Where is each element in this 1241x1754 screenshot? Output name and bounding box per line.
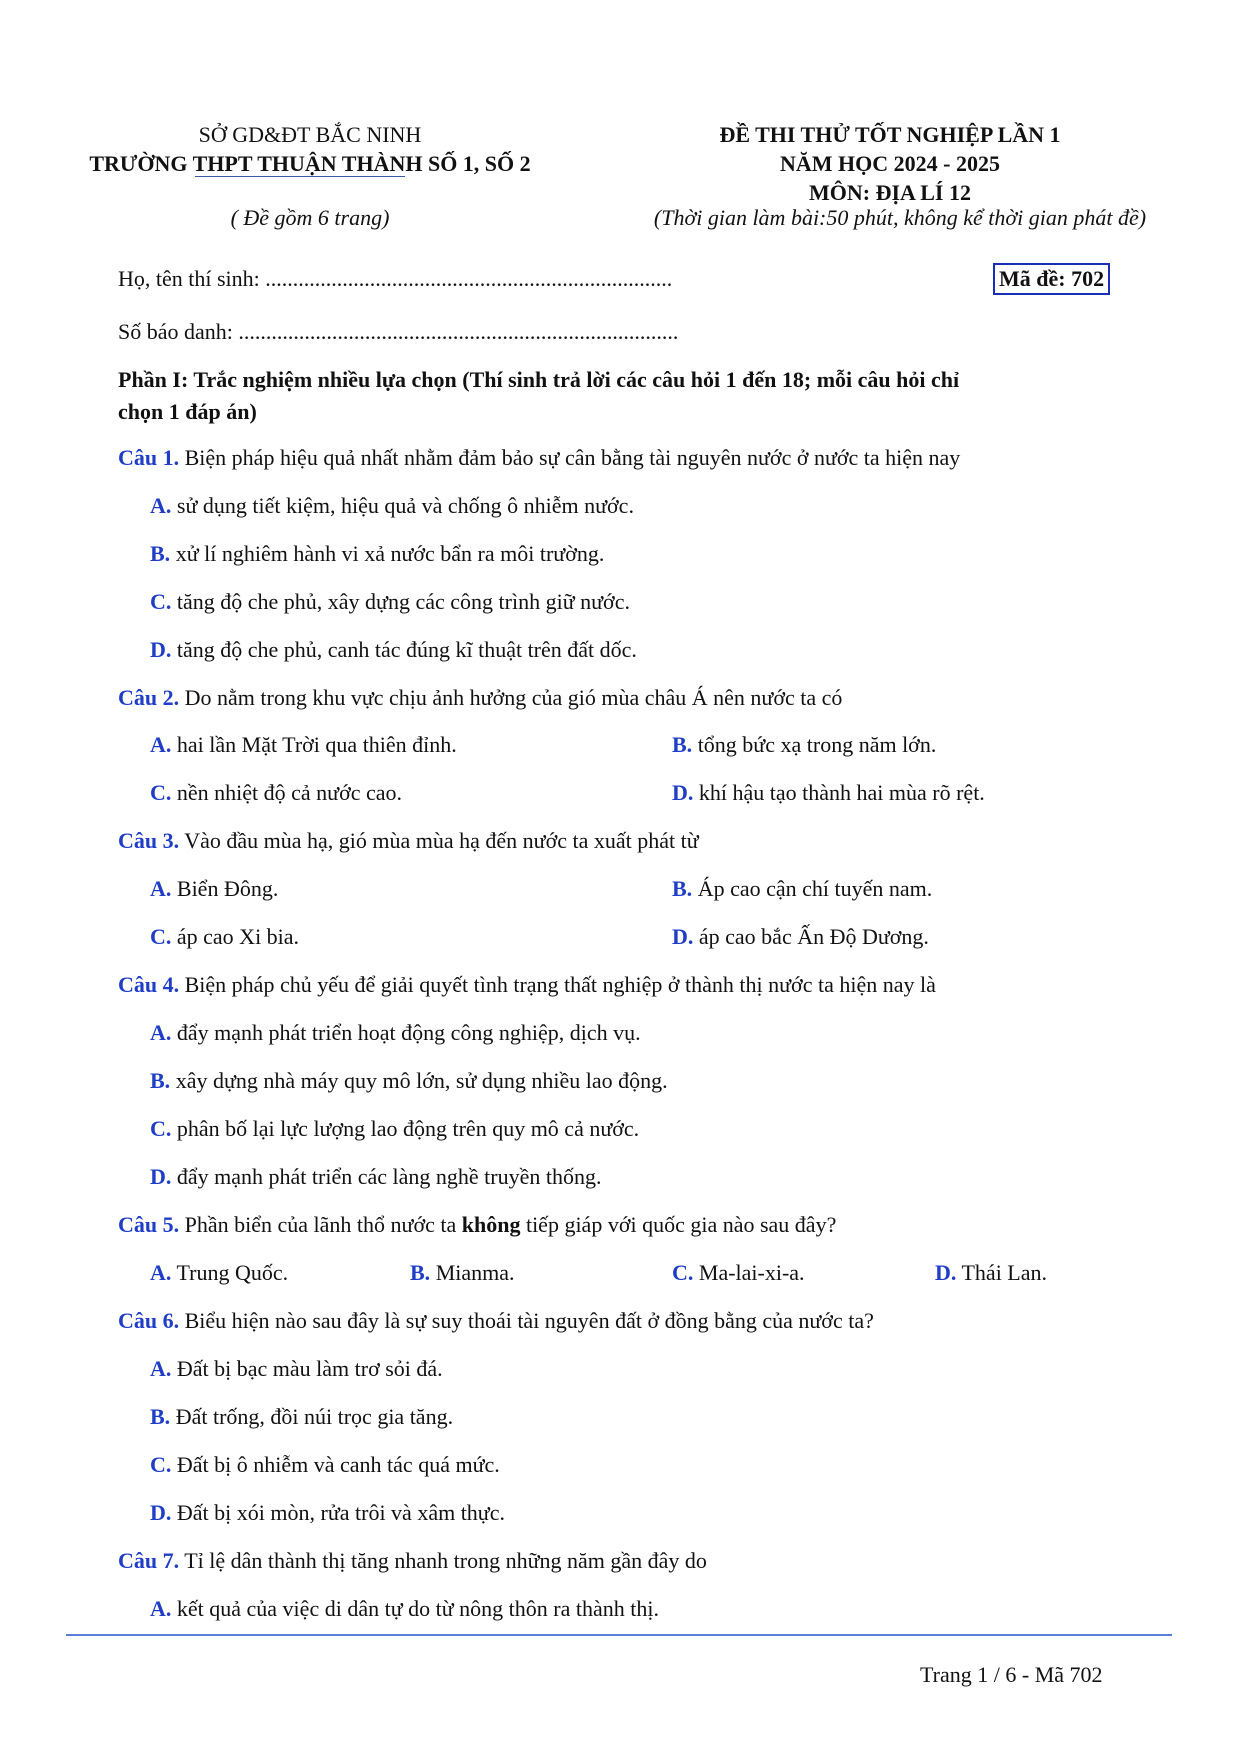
option-text: Đất bị ô nhiễm và canh tác quá mức. <box>171 1452 500 1477</box>
q4-option-c[interactable] <box>150 1116 639 1142</box>
question-label: Câu 6. <box>118 1308 180 1333</box>
option-label: A. <box>150 876 172 901</box>
option-text: đẩy mạnh phát triển các làng nghề truyền thống. <box>171 1164 602 1189</box>
option-label: B. <box>410 1260 431 1285</box>
question-4 <box>118 972 936 998</box>
option-label: D. <box>672 780 694 805</box>
option-label: A. <box>150 1260 172 1285</box>
q1-option-a[interactable] <box>150 493 634 519</box>
question-text: Vào đầu mùa hạ, gió mùa mùa hạ đến nước ta xuất phát từ <box>179 828 699 853</box>
part1-title-line1: Phần I: Trắc nghiệm nhiều lựa chọn (Thí sinh trả lời các câu hỏi 1 đến 18; mỗi câu hỏi chỉ <box>118 367 960 392</box>
school-year: NĂM HỌC 2024 - 2025 <box>780 151 1000 176</box>
option-label: C. <box>150 1452 172 1477</box>
q2-option-a[interactable] <box>150 732 457 758</box>
option-text: xử lí nghiêm hành vi xả nước bẩn ra môi trường. <box>170 541 605 566</box>
option-text: áp cao bắc Ấn Độ Dương. <box>693 924 929 949</box>
subject: MÔN: ĐỊA LÍ 12 <box>809 180 971 205</box>
question-text: Biện pháp hiệu quả nhất nhằm đảm bảo sự cân bằng tài nguyên nước ở nước ta hiện nay <box>179 445 961 470</box>
q5-option-d[interactable] <box>935 1260 1047 1286</box>
option-text: khí hậu tạo thành hai mùa rõ rệt. <box>693 780 985 805</box>
option-label: C. <box>150 780 172 805</box>
candidate-id-line: Số báo danh: ................................................................................ <box>118 319 679 344</box>
q2-option-b[interactable] <box>672 732 936 758</box>
option-label: C. <box>150 589 172 614</box>
option-text: Thái Lan. <box>956 1260 1048 1285</box>
option-text: tổng bức xạ trong năm lớn. <box>692 732 937 757</box>
option-text: tăng độ che phủ, xây dựng các công trình giữ nước. <box>171 589 630 614</box>
option-text: Áp cao cận chí tuyến nam. <box>692 876 933 901</box>
option-label: B. <box>150 1068 171 1093</box>
page-footer: Trang 1 / 6 - Mã 702 <box>920 1662 1103 1687</box>
q5-option-c[interactable] <box>672 1260 805 1286</box>
option-text: tăng độ che phủ, canh tác đúng kĩ thuật trên đất dốc. <box>171 637 637 662</box>
school-name: TRƯỜNG THPT THUẬN THÀNH SỐ 1, SỐ 2 <box>89 151 531 176</box>
part1-title <box>118 364 1108 428</box>
question-1 <box>118 445 960 471</box>
option-label: D. <box>672 924 694 949</box>
q5-option-b[interactable] <box>410 1260 515 1286</box>
question-7 <box>118 1548 707 1574</box>
q5-option-a[interactable] <box>150 1260 288 1286</box>
header-right <box>580 120 1200 207</box>
question-text: Do nằm trong khu vực chịu ảnh hưởng của gió mùa châu Á nên nước ta có <box>179 685 843 710</box>
question-text-after: tiếp giáp với quốc gia nào sau đây? <box>520 1212 837 1237</box>
option-label: C. <box>150 1116 172 1141</box>
option-text: xây dựng nhà máy quy mô lớn, sử dụng nhiều lao động. <box>170 1068 668 1093</box>
q4-option-b[interactable] <box>150 1068 668 1094</box>
option-label: B. <box>150 1404 171 1429</box>
option-text: kết quả của việc di dân tự do từ nông thôn ra thành thị. <box>171 1596 659 1621</box>
q2-option-c[interactable] <box>150 780 402 806</box>
option-text: Trung Quốc. <box>171 1260 289 1285</box>
option-label: A. <box>150 1020 172 1045</box>
option-text: hai lần Mặt Trời qua thiên đỉnh. <box>171 732 457 757</box>
option-text: sử dụng tiết kiệm, hiệu quả và chống ô nhiễm nước. <box>171 493 634 518</box>
question-text-before: Phần biển của lãnh thổ nước ta <box>179 1212 462 1237</box>
exam-title: ĐỀ THI THỬ TỐT NGHIỆP LẦN 1 <box>719 122 1061 147</box>
option-label: C. <box>150 924 172 949</box>
option-label: D. <box>935 1260 957 1285</box>
option-label: B. <box>672 876 693 901</box>
footer-divider <box>66 1634 1172 1636</box>
option-label: B. <box>150 541 171 566</box>
school-underline <box>195 176 405 177</box>
question-label: Câu 4. <box>118 972 180 997</box>
option-text: đẩy mạnh phát triển hoạt động công nghiệp, dịch vụ. <box>171 1020 641 1045</box>
question-text: Biện pháp chủ yếu để giải quyết tình trạng thất nghiệp ở thành thị nước ta hiện nay là <box>179 972 936 997</box>
option-label: B. <box>672 732 693 757</box>
header-left <box>40 120 580 178</box>
question-text-emphasis: không <box>461 1212 521 1237</box>
q4-option-a[interactable] <box>150 1020 641 1046</box>
option-label: A. <box>150 1356 172 1381</box>
option-label: D. <box>150 1164 172 1189</box>
option-label: D. <box>150 1500 172 1525</box>
option-label: C. <box>672 1260 694 1285</box>
question-label: Câu 7. <box>118 1548 180 1573</box>
question-label: Câu 1. <box>118 445 180 470</box>
q3-option-b[interactable] <box>672 876 932 902</box>
q6-option-b[interactable] <box>150 1404 453 1430</box>
q7-option-a[interactable] <box>150 1596 659 1622</box>
option-text: Biển Đông. <box>171 876 279 901</box>
option-text: nền nhiệt độ cả nước cao. <box>171 780 403 805</box>
q1-option-d[interactable] <box>150 637 637 663</box>
option-text: áp cao Xi bia. <box>171 924 300 949</box>
option-text: Đất trống, đồi núi trọc gia tăng. <box>170 1404 454 1429</box>
option-text: Ma-lai-xi-a. <box>693 1260 805 1285</box>
q6-option-a[interactable] <box>150 1356 443 1382</box>
option-text: Đất bị bạc màu làm trơ sỏi đá. <box>171 1356 443 1381</box>
q6-option-c[interactable] <box>150 1452 500 1478</box>
q3-option-d[interactable] <box>672 924 929 950</box>
option-label: A. <box>150 732 172 757</box>
question-text: Tỉ lệ dân thành thị tăng nhanh trong những năm gần đây do <box>179 1548 707 1573</box>
question-label: Câu 3. <box>118 828 180 853</box>
dept-name: SỞ GD&ĐT BẮC NINH <box>198 122 422 147</box>
time-note: (Thời gian làm bài:50 phút, không kể thời gian phát đề) <box>653 205 1147 230</box>
option-label: A. <box>150 1596 172 1621</box>
question-3 <box>118 828 699 854</box>
option-text: phân bố lại lực lượng lao động trên quy mô cả nước. <box>171 1116 640 1141</box>
q2-option-d[interactable] <box>672 780 985 806</box>
option-label: A. <box>150 493 172 518</box>
question-5 <box>118 1212 836 1238</box>
question-2 <box>118 685 842 711</box>
candidate-name-line: Họ, tên thí sinh: .......................................................................... <box>118 266 673 291</box>
q3-option-c[interactable] <box>150 924 299 950</box>
pages-note: ( Đề gồm 6 trang) <box>230 205 390 230</box>
q3-option-a[interactable] <box>150 876 278 902</box>
question-6 <box>118 1308 874 1334</box>
option-text: Đất bị xói mòn, rửa trôi và xâm thực. <box>171 1500 505 1525</box>
q4-option-d[interactable] <box>150 1164 601 1190</box>
exam-code-box: Mã đề: 702 <box>993 263 1110 295</box>
q1-option-b[interactable] <box>150 541 604 567</box>
part1-title-line2: chọn 1 đáp án) <box>118 399 257 424</box>
q1-option-c[interactable] <box>150 589 630 615</box>
question-label: Câu 2. <box>118 685 180 710</box>
question-text: Biểu hiện nào sau đây là sự suy thoái tài nguyên đất ở đồng bằng của nước ta? <box>179 1308 874 1333</box>
option-text: Mianma. <box>430 1260 515 1285</box>
q6-option-d[interactable] <box>150 1500 505 1526</box>
option-label: D. <box>150 637 172 662</box>
question-label: Câu 5. <box>118 1212 180 1237</box>
